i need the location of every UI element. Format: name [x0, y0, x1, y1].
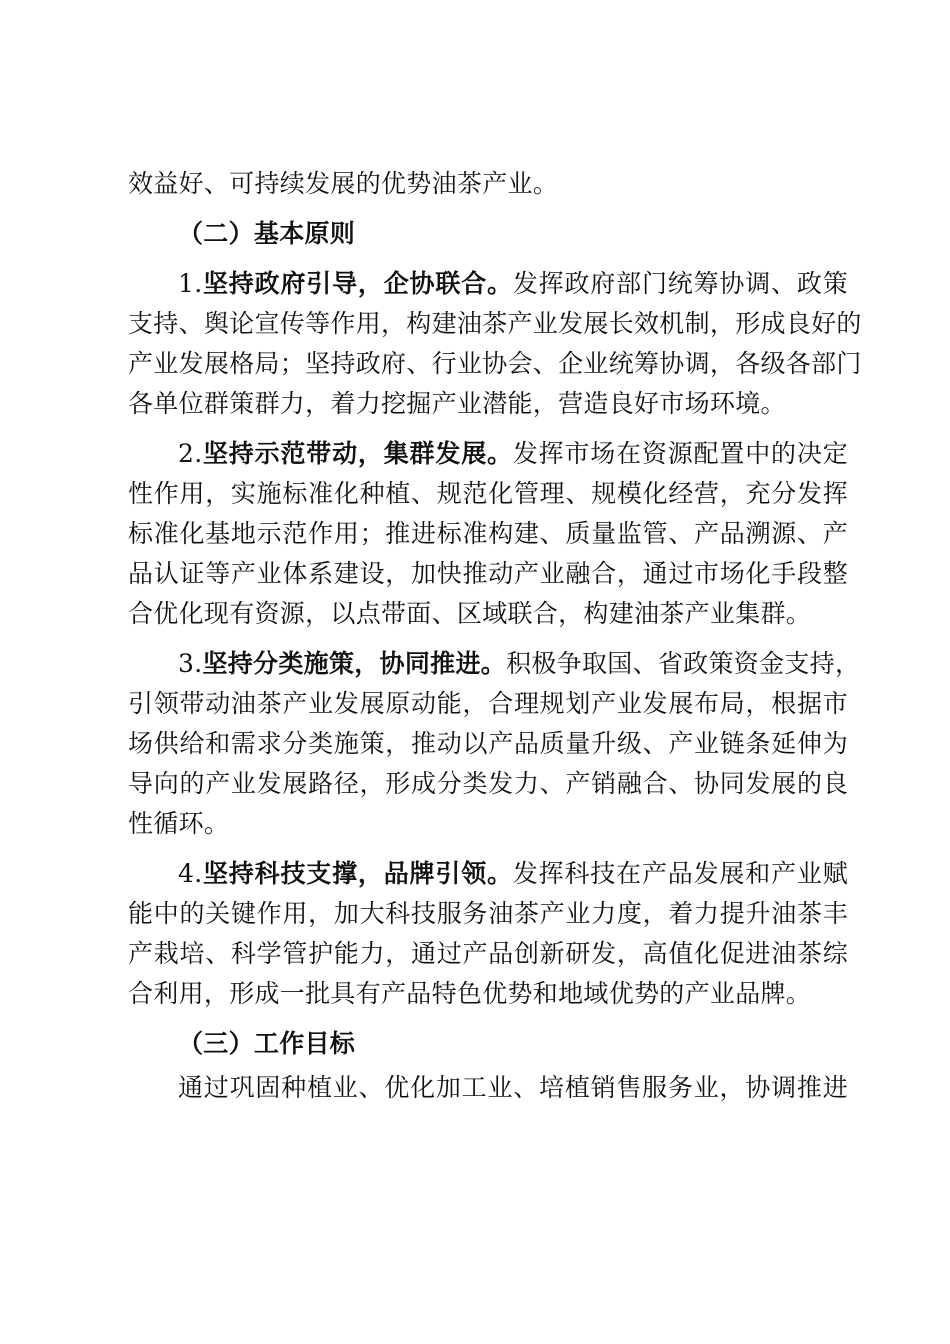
principle-number: 4.: [178, 859, 203, 888]
principle-line: 各单位群策群力，着力挖掘产业潜能，营造良好市场环境。: [128, 389, 786, 418]
principle-line: 标准化基地示范作用；推进标准构建、质量监管、产品溯源、产: [128, 519, 848, 548]
principle-number: 3.: [178, 649, 203, 678]
principle-first-line: [128, 264, 848, 304]
principle-title: 坚持政府引导，企协联合。: [202, 269, 513, 298]
principle-first-line: [128, 644, 861, 684]
principle-title: 坚持科技支撑，品牌引领。: [202, 859, 513, 888]
principle-line: 产业发展格局；坚持政府、行业协会、企业统筹协调，各级各部门: [128, 349, 862, 378]
paragraph-goals-first-line: 通过巩固种植业、优化加工业、培植销售服务业，协调推进: [178, 1073, 848, 1102]
principle-number: 1.: [178, 269, 203, 298]
principle-line: 支持、舆论宣传等作用，构建油茶产业发展长效机制，形成良好的: [128, 309, 862, 338]
principle-line: 能中的关键作用，加大科技服务油茶产业力度，着力提升油茶丰: [128, 899, 848, 928]
principle-first-line: [128, 854, 848, 894]
principle-line: 场供给和需求分类施策，推动以产品质量升级、产业链条延伸为: [128, 729, 848, 758]
principle-line: 引领带动油茶产业发展原动能，合理规划产业发展布局，根据市: [128, 689, 848, 718]
principle-text: 积极争取国、省政策资金支持，: [506, 649, 861, 678]
principle-title: 坚持示范带动，集群发展。: [202, 439, 513, 468]
document-body: [128, 164, 862, 1108]
principle-number: 2.: [178, 439, 203, 468]
section-heading-principles: （二）基本原则: [178, 219, 356, 248]
principle-line: 性作用，实施标准化种植、规范化管理、规模化经营，充分发挥: [128, 479, 848, 508]
paragraph-continuation: 效益好、可持续发展的优势油茶产业。: [128, 169, 559, 198]
principle-line: 品认证等产业体系建设，加快推动产业融合，通过市场化手段整: [128, 559, 848, 588]
principle-text: 发挥科技在产品发展和产业赋: [512, 859, 848, 888]
principle-line: 合利用，形成一批具有产品特色优势和地域优势的产业品牌。: [128, 979, 812, 1008]
principle-line: 导向的产业发展路径，形成分类发力、产销融合、协同发展的良: [128, 769, 848, 798]
principle-first-line: [128, 434, 848, 474]
section-heading-goals: （三）工作目标: [178, 1029, 356, 1058]
principle-title: 坚持分类施策，协同推进。: [202, 649, 507, 678]
principle-text: 发挥市场在资源配置中的决定: [512, 439, 848, 468]
principle-paragraph-1: [128, 264, 862, 424]
principle-paragraph-2: [128, 434, 848, 634]
principle-line: 产栽培、科学管护能力，通过产品创新研发，高值化促进油茶综: [128, 939, 848, 968]
principle-line: 合优化现有资源，以点带面、区域联合，构建油茶产业集群。: [128, 599, 812, 628]
principle-paragraph-3: [128, 644, 861, 844]
principle-paragraph-4: [128, 854, 848, 1014]
principle-text: 发挥政府部门统筹协调、政策: [512, 269, 848, 298]
principle-line: 性循环。: [128, 809, 230, 838]
